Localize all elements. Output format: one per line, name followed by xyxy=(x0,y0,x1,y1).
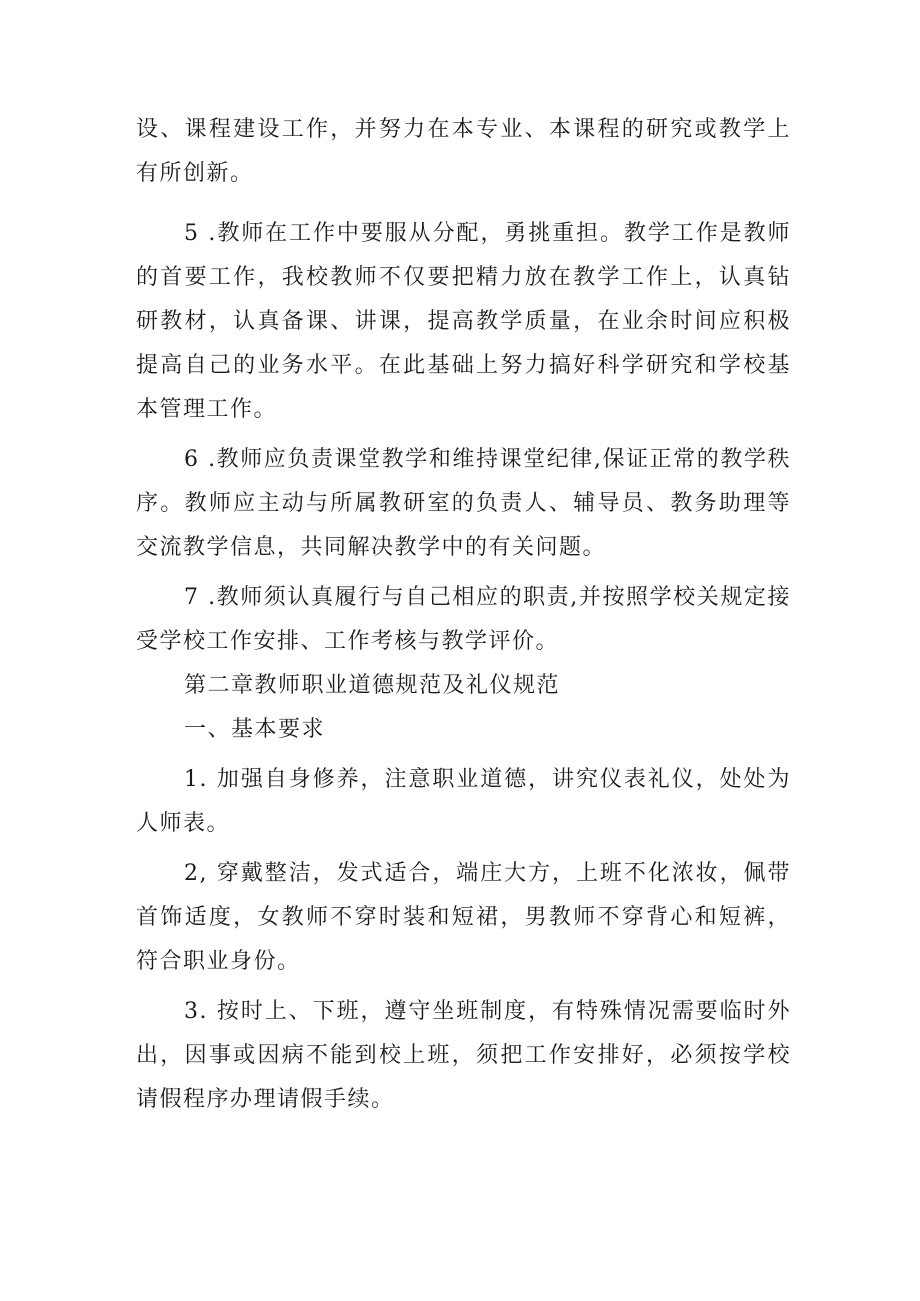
section-heading: 一、基本要求 xyxy=(184,717,326,742)
paragraph-item-7: 7 .教师须认真履行与自己相应的职责,并按照学校关规定接受学校工作安排、工作考核与教学评价。 xyxy=(136,585,791,654)
paragraph-requirement-1: 1. 加强自身修养，注意职业道德，讲究仪表礼仪，处处为人师表。 xyxy=(136,767,791,836)
chapter-heading: 第二章教师职业道德规范及礼仪规范 xyxy=(184,673,561,698)
paragraph-course-construction: 设、课程建设工作，并努力在本专业、本课程的研究或教学上有所创新。 xyxy=(136,117,791,186)
paragraph-item-5: 5 .教师在工作中要服从分配，勇挑重担。教学工作是教师的首要工作，我校教师不仅要把精力放在教学工作上，认真钻研教材，认真备课、讲课，提高教学质量，在业余时间应积极提高自己的业务水平。在此基础上努力搞好科学研究和学校基本管理工作。 xyxy=(136,221,791,422)
paragraph-requirement-2: 2, 穿戴整洁，发式适合，端庄大方，上班不化浓妆，佩带首饰适度，女教师不穿时装和短裙，男教师不穿背心和短裤，符合职业身份。 xyxy=(136,861,791,974)
paragraph-requirement-3: 3. 按时上、下班，遵守坐班制度，有特殊情况需要临时外出，因事或因病不能到校上班，须把工作安排好，必须按学校请假程序办理请假手续。 xyxy=(136,999,791,1112)
document-body xyxy=(136,108,791,1122)
paragraph-item-6: 6 .教师应负责课堂教学和维持课堂纪律,保证正常的教学秩序。教师应主动与所属教研室的负责人、辅导员、教务助理等交流教学信息，共同解决教学中的有关问题。 xyxy=(136,447,791,560)
